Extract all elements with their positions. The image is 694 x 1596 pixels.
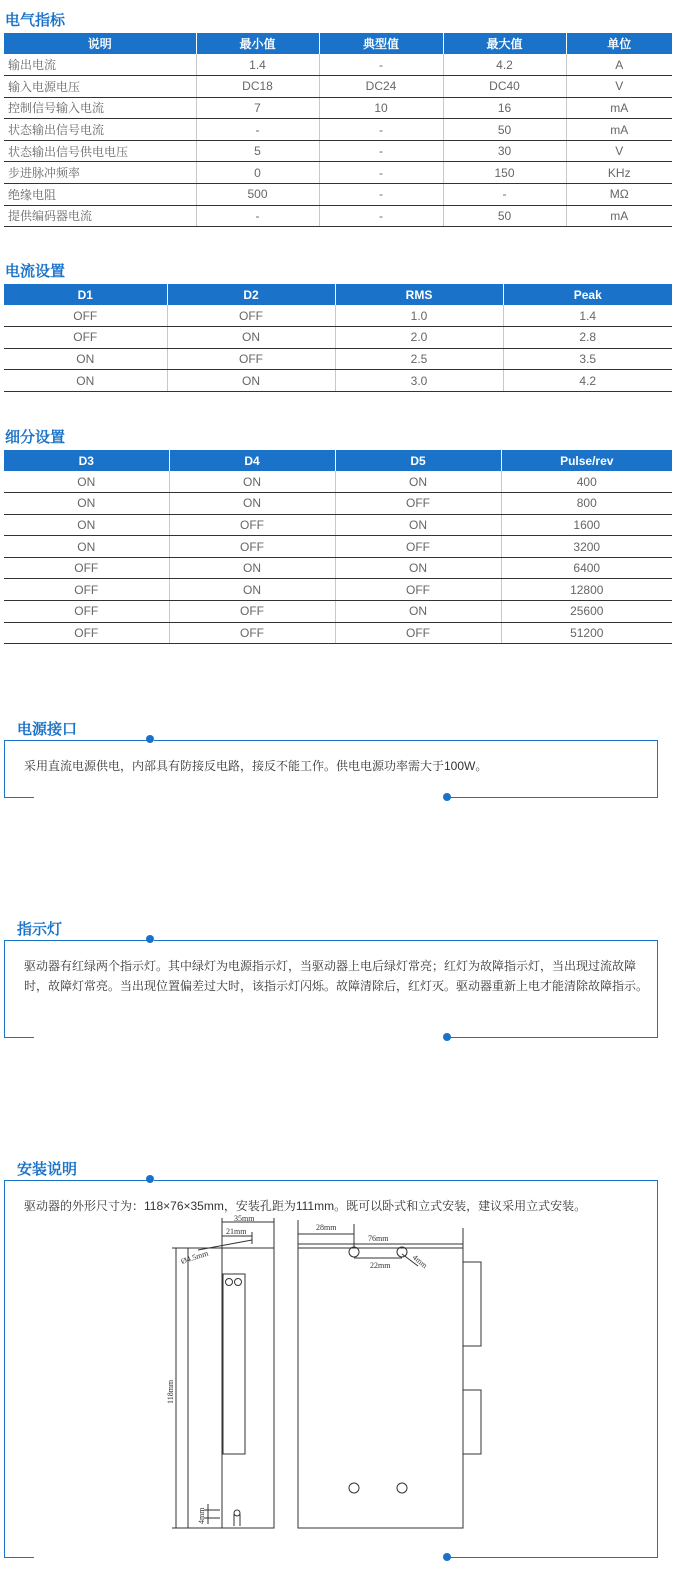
- front-view-connector-top: [463, 1262, 481, 1346]
- table-cell: 2.0: [335, 327, 503, 349]
- col-header: D1: [4, 284, 167, 305]
- table-cell: OFF: [335, 493, 501, 515]
- table-row: [4, 97, 672, 119]
- table-cell: OFF: [4, 622, 169, 644]
- table-row: [4, 622, 672, 644]
- front-view-connector-bottom: [463, 1390, 481, 1454]
- side-view-body: [222, 1248, 274, 1528]
- table-cell: 输入电源电压: [4, 76, 196, 98]
- table-row: [4, 76, 672, 98]
- table-cell: OFF: [169, 536, 335, 558]
- table-cell: ON: [335, 601, 501, 623]
- table-cell: 提供编码器电流: [4, 205, 196, 227]
- box-left-border: [4, 1180, 5, 1558]
- table-cell: 输出电流: [4, 54, 196, 76]
- box-bottom-right: [450, 1557, 658, 1558]
- table-cell: OFF: [167, 348, 335, 370]
- col-header: D5: [335, 450, 501, 471]
- table-row: [4, 536, 672, 558]
- table-cell: 800: [501, 493, 672, 515]
- col-header: 最大值: [443, 33, 566, 54]
- table-cell: -: [319, 205, 443, 227]
- table-row: [4, 184, 672, 206]
- section-title-indicator: 指示灯: [17, 921, 63, 938]
- table-cell: -: [319, 119, 443, 141]
- table-cell: 16: [443, 97, 566, 119]
- box-bottom-left: [4, 1557, 34, 1558]
- col-header: 最小值: [196, 33, 319, 54]
- table-cell: 1.0: [335, 305, 503, 327]
- table-cell: DC24: [319, 76, 443, 98]
- table-cell: 12800: [501, 579, 672, 601]
- col-header: RMS: [335, 284, 503, 305]
- dim-label: 28mm: [316, 1223, 337, 1232]
- col-header: Pulse/rev: [501, 450, 672, 471]
- table-cell: KHz: [566, 162, 672, 184]
- col-header: 说明: [4, 33, 196, 54]
- install-description: 驱动器的外形尺寸为：118×76×35mm，安装孔距为111mm。既可以卧式和立式安装，建议采用立式安装。: [24, 1199, 587, 1213]
- dim-label: 35mm: [234, 1214, 255, 1223]
- table-cell: 1.4: [196, 54, 319, 76]
- box-left-border: [4, 740, 5, 798]
- table-cell: 1.4: [503, 305, 672, 327]
- table-row: [4, 119, 672, 141]
- table-cell: OFF: [169, 622, 335, 644]
- dim-label: 118mm: [166, 1379, 175, 1404]
- col-header: D2: [167, 284, 335, 305]
- table-cell: mA: [566, 97, 672, 119]
- table-row: [4, 327, 672, 349]
- table-row: [4, 557, 672, 579]
- table-cell: -: [196, 119, 319, 141]
- table-cell: 0: [196, 162, 319, 184]
- box-bottom-right: [450, 797, 658, 798]
- box-bottom-left: [4, 797, 34, 798]
- table-cell: ON: [167, 327, 335, 349]
- table-cell: -: [319, 140, 443, 162]
- table-cell: OFF: [4, 557, 169, 579]
- table-cell: -: [196, 205, 319, 227]
- table-row: [4, 305, 672, 327]
- table-cell: -: [319, 162, 443, 184]
- table-cell: ON: [4, 471, 169, 493]
- table-row: [4, 514, 672, 536]
- table-cell: 6400: [501, 557, 672, 579]
- table-header-row: [4, 284, 672, 305]
- box-top-border: [154, 940, 658, 941]
- table-cell: MΩ: [566, 184, 672, 206]
- table-cell: ON: [4, 514, 169, 536]
- table-cell: DC40: [443, 76, 566, 98]
- table-cell: OFF: [4, 327, 167, 349]
- dim-label: 76mm: [368, 1234, 389, 1243]
- table-cell: 状态输出信号供电电压: [4, 140, 196, 162]
- table-cell: 500: [196, 184, 319, 206]
- table-row: [4, 471, 672, 493]
- table-cell: ON: [335, 557, 501, 579]
- box-left-border: [4, 940, 5, 1038]
- table-cell: OFF: [335, 622, 501, 644]
- dimension-drawing: [168, 1214, 498, 1544]
- col-header: 单位: [566, 33, 672, 54]
- table-cell: -: [443, 184, 566, 206]
- table-cell: 400: [501, 471, 672, 493]
- table-cell: OFF: [4, 579, 169, 601]
- table-cell: 30: [443, 140, 566, 162]
- table-cell: -: [319, 54, 443, 76]
- table-cell: ON: [167, 370, 335, 392]
- table-cell: 状态输出信号电流: [4, 119, 196, 141]
- table-cell: ON: [169, 493, 335, 515]
- table-cell: mA: [566, 205, 672, 227]
- col-header: 典型值: [319, 33, 443, 54]
- section-title-electrical: 电气指标: [5, 12, 66, 29]
- col-header: D3: [4, 450, 169, 471]
- table-row: [4, 162, 672, 184]
- table-cell: ON: [335, 514, 501, 536]
- table-cell: 25600: [501, 601, 672, 623]
- table-row: [4, 54, 672, 76]
- table-cell: 步进脉冲频率: [4, 162, 196, 184]
- table-cell: OFF: [4, 305, 167, 327]
- table-cell: ON: [335, 471, 501, 493]
- table-cell: -: [319, 184, 443, 206]
- table-row: [4, 348, 672, 370]
- table-row: [4, 205, 672, 227]
- current-table: [4, 284, 672, 392]
- section-title-microstep: 细分设置: [5, 429, 66, 446]
- box-top-border: [154, 1180, 658, 1181]
- accent-dot: [443, 793, 451, 801]
- table-cell: 4.2: [443, 54, 566, 76]
- table-cell: V: [566, 140, 672, 162]
- dim-label: Ø4.5mm: [179, 1248, 210, 1266]
- table-cell: OFF: [167, 305, 335, 327]
- table-cell: 1600: [501, 514, 672, 536]
- side-view-left-panel: [188, 1248, 222, 1528]
- table-row: [4, 370, 672, 392]
- table-cell: 10: [319, 97, 443, 119]
- table-row: [4, 493, 672, 515]
- table-cell: OFF: [4, 601, 169, 623]
- box-top-border: [154, 740, 658, 741]
- table-cell: ON: [169, 557, 335, 579]
- table-cell: OFF: [335, 579, 501, 601]
- section-title-power: 电源接口: [17, 721, 78, 738]
- table-row: [4, 601, 672, 623]
- dim-label: 4mm: [197, 1507, 206, 1524]
- table-cell: OFF: [169, 514, 335, 536]
- table-cell: 4.2: [503, 370, 672, 392]
- table-cell: 50: [443, 205, 566, 227]
- table-cell: 3.5: [503, 348, 672, 370]
- table-cell: 7: [196, 97, 319, 119]
- microstep-table: [4, 450, 672, 644]
- dim-label: 4mm: [410, 1252, 430, 1271]
- col-header: D4: [169, 450, 335, 471]
- power-description: 采用直流电源供电，内部具有防接反电路，接反不能工作。供电电源功率需大于100W。: [24, 759, 488, 773]
- table-cell: OFF: [169, 601, 335, 623]
- accent-dot: [443, 1553, 451, 1561]
- box-bottom-left: [4, 1037, 34, 1038]
- table-row: [4, 140, 672, 162]
- table-cell: 51200: [501, 622, 672, 644]
- table-cell: 50: [443, 119, 566, 141]
- section-title-install: 安装说明: [17, 1161, 78, 1178]
- table-cell: 2.8: [503, 327, 672, 349]
- table-cell: 5: [196, 140, 319, 162]
- table-cell: 2.5: [335, 348, 503, 370]
- accent-dot: [443, 1033, 451, 1041]
- table-header-row: [4, 33, 672, 54]
- dim-label: 21mm: [226, 1227, 247, 1236]
- terminal-strip: [223, 1274, 245, 1454]
- table-cell: ON: [4, 348, 167, 370]
- table-cell: ON: [4, 536, 169, 558]
- front-view-body: [298, 1248, 463, 1528]
- table-cell: 3.0: [335, 370, 503, 392]
- electrical-table: [4, 33, 672, 227]
- section-title-current: 电流设置: [5, 263, 66, 280]
- table-cell: 控制信号输入电流: [4, 97, 196, 119]
- table-row: [4, 579, 672, 601]
- indicator-description: 驱动器有红绿两个指示灯。其中绿灯为电源指示灯，当驱动器上电后绿灯常亮；红灯为故障指示灯，当出现过流故障时，故障灯常亮。当出现位置偏差过大时，该指示灯闪烁。故障清除后，红灯灭。驱动器重新上电才能清除故障指示。: [24, 959, 649, 993]
- table-cell: DC18: [196, 76, 319, 98]
- table-cell: V: [566, 76, 672, 98]
- table-header-row: [4, 450, 672, 471]
- table-cell: ON: [4, 370, 167, 392]
- table-cell: ON: [4, 493, 169, 515]
- table-cell: A: [566, 54, 672, 76]
- table-cell: mA: [566, 119, 672, 141]
- col-header: Peak: [503, 284, 672, 305]
- table-cell: ON: [169, 579, 335, 601]
- table-cell: 150: [443, 162, 566, 184]
- dim-label: 22mm: [370, 1261, 391, 1270]
- table-cell: ON: [169, 471, 335, 493]
- table-cell: OFF: [335, 536, 501, 558]
- box-bottom-right: [450, 1037, 658, 1038]
- table-cell: 绝缘电阻: [4, 184, 196, 206]
- table-cell: 3200: [501, 536, 672, 558]
